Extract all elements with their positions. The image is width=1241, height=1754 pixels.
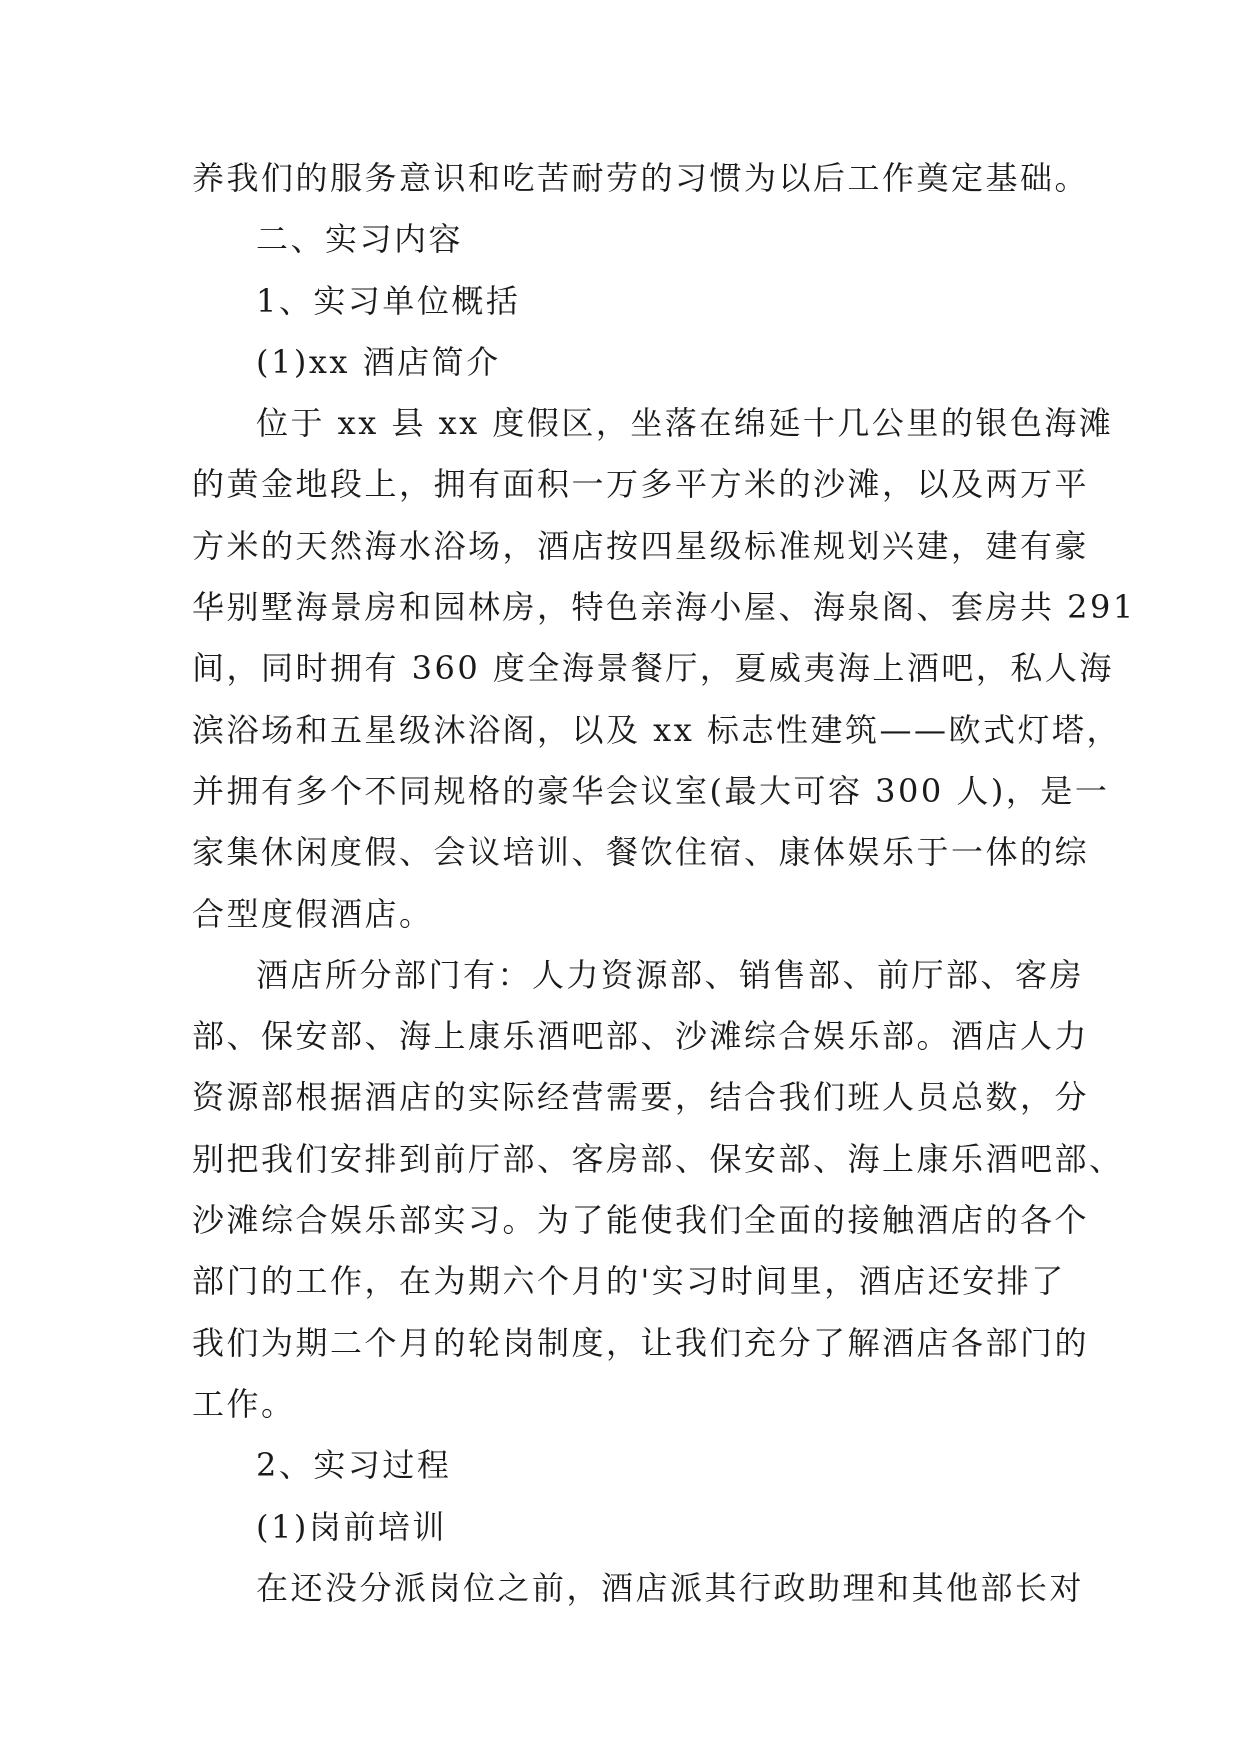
text-line: 华别墅海景房和园林房，特色亲海小屋、海泉阁、套房共 291: [192, 588, 1136, 627]
text-line: 别把我们安排到前厅部、客房部、保安部、海上康乐酒吧部、: [192, 1139, 1124, 1178]
text-line: 沙滩综合娱乐部实习。为了能使我们全面的接触酒店的各个: [192, 1201, 1090, 1240]
text-line: 的黄金地段上，拥有面积一万多平方米的沙滩，以及两万平: [192, 465, 1090, 504]
text-line: 养我们的服务意识和吃苦耐劳的习惯为以后工作奠定基础。: [192, 159, 1090, 197]
text-line: 位于 xx 县 xx 度假区，坐落在绵延十几公里的银色海滩: [256, 404, 1114, 443]
subsection-heading: (1)岗前培训: [256, 1507, 447, 1546]
text-line: 间，同时拥有 360 度全海景餐厅，夏威夷海上酒吧，私人海: [192, 649, 1114, 688]
text-line: 部门的工作，在为期六个月的'实习时间里，酒店还安排了: [192, 1262, 1066, 1301]
subsection-heading: (1)xx 酒店简介: [256, 342, 501, 381]
text-line: 合型度假酒店。: [192, 894, 434, 933]
text-line: 家集休闲度假、会议培训、餐饮住宿、康体娱乐于一体的综: [192, 833, 1090, 872]
text-line: 工作。: [192, 1384, 296, 1423]
section-heading: 二、实习内容: [256, 220, 464, 259]
text-line: 我们为期二个月的轮岗制度，让我们充分了解酒店各部门的: [192, 1323, 1090, 1362]
text-line: 并拥有多个不同规格的豪华会议室(最大可容 300 人)，是一: [192, 771, 1110, 810]
text-line: 滨浴场和五星级沐浴阁，以及 xx 标志性建筑——欧式灯塔，: [192, 710, 1121, 749]
subsection-heading: 2、实习过程: [256, 1446, 452, 1485]
text-line: 在还没分派岗位之前，酒店派其行政助理和其他部长对: [256, 1568, 1085, 1607]
subsection-heading: 1、实习单位概括: [256, 281, 521, 320]
document-body: [192, 158, 1136, 1629]
text-line: 方米的天然海水浴场，酒店按四星级标准规划兴建，建有豪: [192, 526, 1090, 565]
text-line: 资源部根据酒店的实际经营需要，结合我们班人员总数，分: [192, 1078, 1090, 1117]
text-line: 酒店所分部门有：人力资源部、销售部、前厅部、客房: [256, 955, 1085, 994]
text-line: 部、保安部、海上康乐酒吧部、沙滩综合娱乐部。酒店人力: [192, 1017, 1090, 1056]
